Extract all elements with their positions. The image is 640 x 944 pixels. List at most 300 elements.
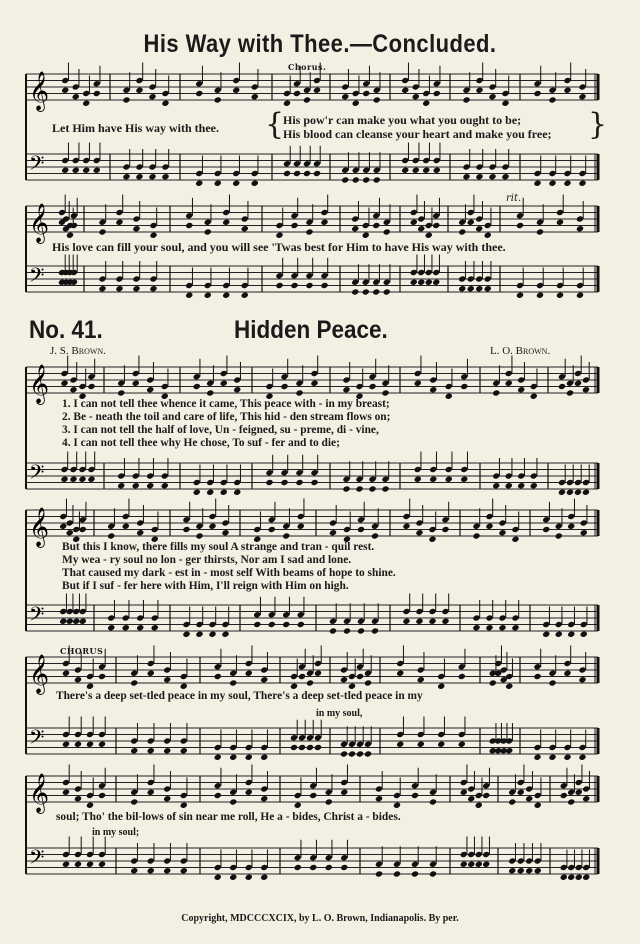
note-head [147, 747, 155, 754]
note-head [412, 167, 420, 174]
note-head [130, 867, 138, 874]
note-head [59, 618, 67, 625]
note-head [411, 870, 419, 877]
note-head [245, 789, 253, 796]
note-head [66, 618, 74, 625]
note-head [498, 529, 506, 536]
rit-marking: rit. [506, 193, 522, 204]
note-head [206, 489, 214, 496]
note-head [251, 93, 259, 100]
note-head [560, 792, 568, 799]
note-head [98, 285, 106, 292]
note-head [356, 673, 364, 680]
note-head [578, 754, 586, 761]
note-head [180, 867, 188, 874]
note-head [342, 386, 350, 393]
note-head [533, 180, 541, 187]
note-head [72, 93, 80, 100]
note-head [563, 754, 571, 761]
note-head [373, 96, 381, 103]
note-head [61, 87, 69, 94]
note-head [303, 170, 311, 177]
note-head [485, 624, 493, 631]
note-head [329, 627, 337, 634]
note-head [348, 683, 356, 690]
note-head [309, 792, 317, 799]
note-head [567, 798, 575, 805]
note-head [62, 741, 70, 748]
note-head [414, 476, 422, 483]
note-head [548, 96, 556, 103]
note-head [505, 683, 513, 690]
note-head [410, 279, 418, 286]
note-head [458, 285, 466, 292]
note-head [372, 288, 380, 295]
note-head [393, 870, 401, 877]
note-head [555, 532, 563, 539]
words-credit: J. S. Brown. [50, 345, 106, 357]
chorus-label: Chorus. [288, 62, 327, 72]
note-head [132, 380, 140, 387]
verse-line: My wea - ry soul no lon - ger thirsts, Nor am I sad and lone. [62, 554, 352, 566]
note-head [530, 482, 538, 489]
note-head [462, 173, 470, 180]
note-head [283, 100, 291, 107]
note-head [98, 228, 106, 235]
note-head [132, 285, 140, 292]
bass-clef-icon: 𝄢 [29, 263, 45, 292]
note-head [98, 673, 106, 680]
note-head [117, 389, 125, 396]
note-head [297, 621, 305, 628]
note-head [356, 750, 364, 757]
note-head [148, 93, 156, 100]
note-head [86, 683, 94, 690]
note-head [229, 754, 237, 761]
note-head [214, 792, 222, 799]
note-head [563, 87, 571, 94]
note-head [460, 789, 468, 796]
note-head [563, 670, 571, 677]
note-head [93, 167, 101, 174]
note-head [341, 176, 349, 183]
note-head [415, 529, 423, 536]
note-head [383, 288, 391, 295]
note-head [371, 627, 379, 634]
note-head [283, 170, 291, 177]
note-head [233, 489, 241, 496]
note-head [575, 874, 583, 881]
note-head [253, 621, 261, 628]
note-head [517, 386, 525, 393]
bass-clef-icon: 𝄢 [29, 602, 45, 631]
bass-clef-icon: 𝄢 [29, 725, 45, 754]
note-head [282, 621, 290, 628]
note-head [411, 792, 419, 799]
note-head [458, 228, 466, 235]
note-head [306, 679, 314, 686]
note-head [265, 479, 273, 486]
note-head [185, 292, 193, 299]
note-head [69, 386, 77, 393]
note-head [290, 683, 298, 690]
lyric-line: Let Him have His way with thee. [52, 121, 219, 135]
note-head [445, 476, 453, 483]
note-head [74, 676, 82, 683]
note-head [340, 864, 348, 871]
note-head [245, 754, 253, 761]
note-head [501, 100, 509, 107]
note-head [362, 176, 370, 183]
note-head [62, 670, 70, 677]
note-head [351, 225, 359, 232]
note-head [375, 870, 383, 877]
bass-clef-icon: 𝄢 [29, 460, 45, 489]
hymn-number: No. 41. [29, 316, 103, 344]
copyright: Copyright, MDCCCXCIX, by L. O. Brown, Indianapolis. By per. [181, 913, 459, 924]
note-head [208, 631, 216, 638]
note-head [582, 489, 590, 496]
note-head [163, 795, 171, 802]
note-head [229, 679, 237, 686]
note-head [460, 861, 468, 868]
note-head [534, 802, 542, 809]
note-head [467, 219, 475, 226]
note-head [282, 532, 290, 539]
note-head [576, 225, 584, 232]
note-head [136, 624, 144, 631]
note-head [135, 173, 143, 180]
note-head [505, 482, 513, 489]
note-head [280, 383, 288, 390]
note-head [130, 679, 138, 686]
note-head [429, 476, 437, 483]
note-head [313, 170, 321, 177]
note-head [195, 180, 203, 187]
note-head [362, 232, 370, 239]
note-head [362, 90, 370, 97]
note-head [556, 219, 564, 226]
note-head [93, 90, 101, 97]
note-head [548, 679, 556, 686]
note-head [475, 861, 483, 868]
note-head [74, 795, 82, 802]
note-head [343, 627, 351, 634]
note-head [136, 529, 144, 536]
note-head [180, 747, 188, 754]
note-head [372, 222, 380, 229]
note-head [314, 670, 322, 677]
music-credit: L. O. Brown. [490, 345, 551, 357]
note-head [325, 798, 333, 805]
note-head [59, 523, 67, 530]
note-head [298, 673, 306, 680]
note-head [241, 225, 249, 232]
note-head [180, 683, 188, 690]
note-head [290, 282, 298, 289]
note-head [441, 526, 449, 533]
note-head [558, 383, 566, 390]
note-head [87, 476, 95, 483]
note-head [233, 386, 241, 393]
note-head [475, 173, 483, 180]
note-head [368, 485, 376, 492]
note-head [578, 676, 586, 683]
note-head [558, 489, 566, 496]
note-head [149, 232, 157, 239]
bass-clef-icon: 𝄢 [29, 845, 45, 874]
note-head [220, 489, 228, 496]
note-head [396, 741, 404, 748]
note-head [122, 96, 130, 103]
treble-clef-icon: 𝄞 [29, 507, 50, 547]
note-head [340, 676, 348, 683]
note-head [429, 870, 437, 877]
note-head [232, 87, 240, 94]
note-head [275, 232, 283, 239]
note-head [355, 485, 363, 492]
note-head [441, 618, 449, 625]
note-head [290, 222, 298, 229]
note-head [362, 288, 370, 295]
note-head [147, 789, 155, 796]
note-head [533, 673, 541, 680]
note-head [412, 93, 420, 100]
note-head [221, 631, 229, 638]
note-head [508, 798, 516, 805]
note-head [501, 173, 509, 180]
note-head [393, 802, 401, 809]
note-head [294, 864, 302, 871]
note-head [180, 802, 188, 809]
note-head [161, 173, 169, 180]
note-head [484, 232, 492, 239]
note-head [582, 795, 590, 802]
note-head [229, 798, 237, 805]
note-head [195, 532, 203, 539]
note-head [107, 624, 115, 631]
note-head [122, 624, 130, 631]
bass-lyric: in my soul, [316, 708, 363, 719]
note-head [204, 292, 212, 299]
note-head [422, 167, 430, 174]
note-head [193, 383, 201, 390]
note-head [245, 874, 253, 881]
note-head [488, 93, 496, 100]
note-head [135, 87, 143, 94]
note-head [69, 476, 77, 483]
treble-clef-icon: 𝄞 [29, 71, 50, 111]
verse-line: That caused my dark - est in - most self With beams of hope to shine. [62, 567, 396, 579]
note-head [582, 386, 590, 393]
note-head [295, 479, 303, 486]
note-head [556, 292, 564, 299]
note-head [66, 232, 74, 239]
note-head [293, 170, 301, 177]
note-head [578, 180, 586, 187]
note-head [260, 874, 268, 881]
note-head [206, 389, 214, 396]
note-head [371, 532, 379, 539]
note-head [214, 673, 222, 680]
note-head [375, 795, 383, 802]
chorus-label: CHORUS [60, 646, 104, 656]
note-head [428, 536, 436, 543]
brace-left: { [265, 107, 285, 142]
note-head [357, 526, 365, 533]
note-head [460, 383, 468, 390]
note-head [542, 526, 550, 533]
note-head [401, 167, 409, 174]
note-head [74, 861, 82, 868]
note-head [498, 624, 506, 631]
chorus-line: soul; Tho' the bil-lows of sin near me roll, He a - bides, Christ a - bides. [56, 811, 401, 823]
note-head [268, 526, 276, 533]
note-head [425, 232, 433, 239]
note-head [567, 523, 575, 530]
note-head [204, 228, 212, 235]
note-head [60, 476, 68, 483]
note-head [340, 789, 348, 796]
note-head [429, 798, 437, 805]
note-head [534, 867, 542, 874]
note-head [241, 292, 249, 299]
note-head [151, 624, 159, 631]
note-head [115, 285, 123, 292]
note-head [517, 789, 525, 796]
note-head [220, 380, 228, 387]
note-head [536, 292, 544, 299]
note-head [578, 93, 586, 100]
note-head [314, 744, 322, 751]
note-head [214, 754, 222, 761]
note-head [310, 479, 318, 486]
note-head [492, 482, 500, 489]
note-head [303, 96, 311, 103]
note-head [402, 523, 410, 530]
note-head [132, 225, 140, 232]
note-head [401, 87, 409, 94]
bass-clef-icon: 𝄢 [29, 151, 45, 180]
note-head [309, 864, 317, 871]
note-head [161, 482, 169, 489]
note-head [517, 482, 525, 489]
note-head [482, 792, 490, 799]
note-head [533, 90, 541, 97]
note-head [517, 867, 525, 874]
note-head [417, 676, 425, 683]
note-head [462, 96, 470, 103]
note-head [484, 285, 492, 292]
note-head [340, 750, 348, 757]
note-head [458, 741, 466, 748]
verse-line: 4. I can not tell thee why He chose, To suf - fer and to die; [62, 437, 340, 449]
note-head [107, 532, 115, 539]
note-head [433, 90, 441, 97]
note-head [74, 741, 82, 748]
note-head [428, 618, 436, 625]
note-head [489, 679, 497, 686]
note-head [575, 789, 583, 796]
note-head [475, 285, 483, 292]
note-head [86, 802, 94, 809]
note-head [563, 180, 571, 187]
note-head [295, 389, 303, 396]
note-head [87, 383, 95, 390]
note-head [566, 489, 574, 496]
note-head [117, 482, 125, 489]
page-title: His Way with Thee.—Concluded. [143, 30, 497, 58]
note-head [460, 476, 468, 483]
note-head [548, 180, 556, 187]
note-head [475, 225, 483, 232]
note-head [381, 389, 389, 396]
note-head [580, 631, 588, 638]
note-head [98, 792, 106, 799]
note-head [163, 747, 171, 754]
note-head [195, 631, 203, 638]
note-head [214, 96, 222, 103]
brace-right: } [588, 107, 608, 142]
note-head [298, 744, 306, 751]
note-head [320, 282, 328, 289]
note-head [488, 173, 496, 180]
note-head [195, 90, 203, 97]
lyric-line: His pow'r can make you what you ought to be; [283, 113, 522, 127]
note-head [567, 874, 575, 881]
lyric-line: His blood can cleanse your heart and make you free; [283, 127, 552, 141]
note-head [548, 754, 556, 761]
note-head [383, 228, 391, 235]
hymn-title: Hidden Peace. [234, 316, 388, 344]
note-head [417, 225, 425, 232]
note-head [467, 795, 475, 802]
verse-line: But this I know, there fills my soul A strange and tran - quil rest. [62, 541, 375, 553]
note-head [260, 795, 268, 802]
note-head [429, 386, 437, 393]
note-head [415, 618, 423, 625]
note-head [458, 673, 466, 680]
note-head [357, 627, 365, 634]
note-head [222, 292, 230, 299]
note-head [516, 292, 524, 299]
note-head [505, 380, 513, 387]
note-head [351, 288, 359, 295]
note-head [148, 173, 156, 180]
note-head [290, 744, 298, 751]
note-head [221, 529, 229, 536]
verse-line: 2. Be - neath the toil and care of life, This hid - den stream flows on; [62, 411, 391, 423]
note-head [329, 529, 337, 536]
note-head [147, 670, 155, 677]
note-head [182, 631, 190, 638]
note-head [574, 489, 582, 496]
note-head [115, 219, 123, 226]
verse-line: But if I suf - fer here with Him, I'll reign with Him on high. [62, 580, 349, 592]
note-head [432, 222, 440, 229]
note-head [364, 750, 372, 757]
note-head [251, 180, 259, 187]
note-head [505, 747, 513, 754]
note-head [163, 676, 171, 683]
note-head [566, 389, 574, 396]
note-head [492, 389, 500, 396]
note-head [193, 489, 201, 496]
treble-clef-icon: 𝄞 [29, 364, 50, 404]
note-head [422, 100, 430, 107]
note-head [280, 479, 288, 486]
note-head [229, 874, 237, 881]
